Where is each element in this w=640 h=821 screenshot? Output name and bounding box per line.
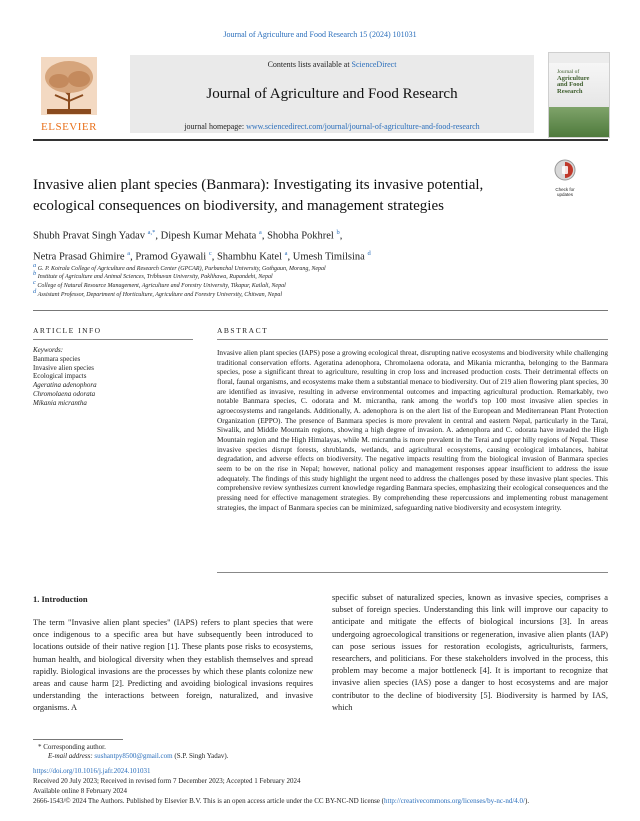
- journal-title: Journal of Agriculture and Food Research: [206, 86, 458, 102]
- available-online: Available online 8 February 2024: [33, 787, 127, 795]
- cover-title: Journal of Agriculture and Food Research: [557, 69, 590, 95]
- keywords-block: [33, 346, 193, 408]
- author: Shambhu Katel: [216, 251, 282, 262]
- elsevier-logo: [33, 55, 105, 135]
- footnote-rule: [33, 739, 123, 740]
- doi-link[interactable]: https://doi.org/10.1016/j.jafr.2024.101031: [33, 767, 151, 775]
- author: Shobha Pokhrel: [267, 230, 334, 242]
- license-statement: 2666-1543/© 2024 The Authors. Published by Elsevier B.V. This is an open access article under the CC BY-NC-ND license (http://creativecommons.org/licenses/by-nc-nd/4.0/).: [33, 797, 530, 805]
- check-updates-label: Check for updates: [555, 187, 575, 197]
- keywords-label: Keywords:: [33, 346, 64, 354]
- keyword: Chromolaena odorata: [33, 389, 96, 398]
- author-list: [33, 224, 593, 265]
- contents-line: [130, 60, 534, 69]
- publisher-name: ELSEVIER: [41, 121, 97, 133]
- contents-prefix: Contents lists available at: [267, 60, 352, 69]
- check-updates-icon: [549, 158, 581, 182]
- corresponding-author-note: * Corresponding author.: [38, 743, 106, 751]
- authors-line-1: Shubh Pravat Singh Yadav $^{a,*}$, Dipesh Kumar Mehata $^a$, Shobha Pokhrel $^b$,: [33, 229, 343, 242]
- author-affiliation-mark[interactable]: a: [258, 229, 262, 236]
- abstract-heading: ABSTRACT: [217, 326, 269, 335]
- author-affiliation-mark[interactable]: a: [284, 249, 288, 257]
- affiliation: $^c$ College of Natural Resource Management, Agriculture and Forestry University, Tikapur, Kailali, Nepal: [33, 279, 286, 289]
- author: Pramod Gyawali: [135, 251, 207, 262]
- author-affiliation-mark[interactable]: d: [367, 249, 371, 257]
- homepage-link[interactable]: www.sciencedirect.com/journal/journal-of-agriculture-and-food-research: [246, 122, 480, 131]
- email-link[interactable]: sushantpy8500@gmail.com: [94, 752, 173, 760]
- check-for-updates-button[interactable]: [549, 158, 581, 197]
- abstract-rule: [217, 339, 608, 340]
- affiliation: $^a$ G. P. Koirala College of Agriculture and Research Center (GPCAR), Purbanchal University, Gothgaun, Morang, Nepal: [33, 262, 326, 272]
- keyword: Banmara species: [33, 354, 81, 363]
- author-affiliation-mark[interactable]: a: [127, 249, 131, 257]
- license-link[interactable]: http://creativecommons.org/licenses/by-nc-nd/4.0/: [384, 797, 526, 805]
- intro-column-2: specific subset of naturalized species, known as invasive species, comprises a subset of foreign species. Understanding this link will improve our capacity to anticipate and mitigate the effects of biological incursions [3]. In areas undergoing agroecological transitions or regeneration, invasive alien plants (IAP) can pose serious issues for restoration ecologists, agriculturists, farmers, researchers, and politicians. For these stakeholders involved in the process, this problem may become a major bottleneck [4]. It is important to recognize that invasive alien species (IAS) pose a danger to host ecosystems and are major contributor to the decline of biodiversity [5]. Biodiversity is harmed by IAS, which: [332, 593, 608, 712]
- abstract-end-rule: [217, 572, 608, 573]
- email-line: E-mail address: sushantpy8500@gmail.com (S.P. Singh Yadav).: [48, 752, 229, 760]
- author: Dipesh Kumar Mehata: [160, 230, 257, 242]
- author-affiliation-mark[interactable]: a,*: [147, 229, 156, 236]
- author: Umesh Timilsina: [292, 251, 365, 262]
- journal-cover: [548, 52, 610, 138]
- abstract-text: Invasive alien plant species (IAPS) pose a growing ecological threat, disrupting native ecosystems and biodiversity while challenging traditional conservation efforts. Ageratina adenophora, Chromolaena odorata, and Mikania micrantha, belonging to the Banmara species, pose a significant threat to agriculture, resulting in crop loss and increased production costs. Their detrimental effects on floral, faunal organisms, and ecosystems make them a substantial menace to biodiversity. Out of 219 alien flowering plant species, 30 are identified as invasive, resulting in adverse environmental outcomes and impacting agricultural production. Remarkably, two notable Banmara species, C. odorata and M. micrantha, rank among the world's top 100 most invasive alien species in agroecosystems and rangelands. Additionally, A. adenophora is on the alert list of the European and Mediterranean Plant Protection Organization (EPPO). The presence of Banmara species is more prevalent in central and eastern Nepal, particularly in the Tarai, Siwalik, and Middle Mountain regions, showing a high degree of invasion. A. adenophora and C. odorata have invaded the High Mountain region and the High Himalayas, while M. micrantha is more prevalent in the Terai and upper hilly regions of Nepal. These invasive species disrupt forests, shrublands, wetlands, and agricultural ecosystems, causing ecological imbalances, habitat degradation, and adverse effects on biodiversity. The negative impacts resulting from the biological invasion of Banmara species seem to be on the rise in Nepal; however, national policy and management responses appear insufficient to address the issue adequately. The findings of this study highlight the urgent need to address the challenges posed by these invasive plant species. This comprehensive review synthesizes current knowledge regarding Banmara species, emphasizing their ecological consequences and the pressing need for effective management strategies. By comprehending these repercussions and implementing robust management strategies, the impact of Banmara species can be minimized, safeguarding native biodiversity and ecosystem integrity.: [217, 348, 608, 512]
- keyword: Ageratina adenophora: [33, 381, 97, 390]
- author: Shubh Pravat Singh Yadav: [33, 230, 146, 242]
- author-affiliation-mark[interactable]: b: [336, 229, 340, 236]
- journal-reference[interactable]: Journal of Agriculture and Food Research 15 (2024) 101031: [223, 30, 417, 39]
- article-title: Invasive alien plant species (Banmara): Investigating its invasive potential, ecological consequences on biodiversity, and management strategies: [33, 177, 484, 214]
- homepage-prefix: journal homepage:: [184, 122, 247, 131]
- author-affiliation-mark[interactable]: c: [208, 249, 212, 257]
- sciencedirect-link[interactable]: ScienceDirect: [351, 60, 397, 69]
- keyword: Mikania micrantha: [33, 398, 87, 407]
- keyword: Invasive alien species: [33, 363, 95, 372]
- keyword: Ecological impacts: [33, 372, 87, 381]
- author: Netra Prasad Ghimire: [33, 251, 125, 262]
- journal-homepage: [130, 122, 534, 131]
- affiliation: $^b$ Institute of Agriculture and Animal Sciences, Tribhuvan University, Paklihawa, Rupandehi, Nepal: [33, 270, 273, 280]
- authors-line-2: Netra Prasad Ghimire $^a$, Pramod Gyawali $^c$, Shambhu Katel $^a$, Umesh Timilsina $^d$: [33, 249, 371, 262]
- received-dates: Received 20 July 2023; Received in revised form 7 December 2023; Accepted 1 February 2024: [33, 777, 301, 785]
- article-info-heading: ARTICLE INFO: [33, 326, 102, 335]
- article-info-rule: [33, 339, 193, 340]
- affiliation-rule: [33, 310, 608, 311]
- affiliation: $^d$ Assistant Professor, Department of Horticulture, Agriculture and Forestry University, Chitwan, Nepal: [33, 288, 282, 298]
- intro-heading: 1. Introduction: [33, 594, 88, 604]
- header-rule: [33, 139, 608, 141]
- intro-column-1: The term "Invasive alien plant species" (IAPS) refers to plant species that were once indigenous to a specific area but have subsequently been introduced to locations outside of their native region [1]. These plants pose risks to ecosystems, human health, and biological diversity when they establish themselves and spread rapidly. Biological invasions are the processes by which these plants colonize new areas and cause harm [2]. Predicting and avoiding biological invasions requires understanding the interactions between foreign, naturalized, and invasive organisms. A: [33, 618, 313, 713]
